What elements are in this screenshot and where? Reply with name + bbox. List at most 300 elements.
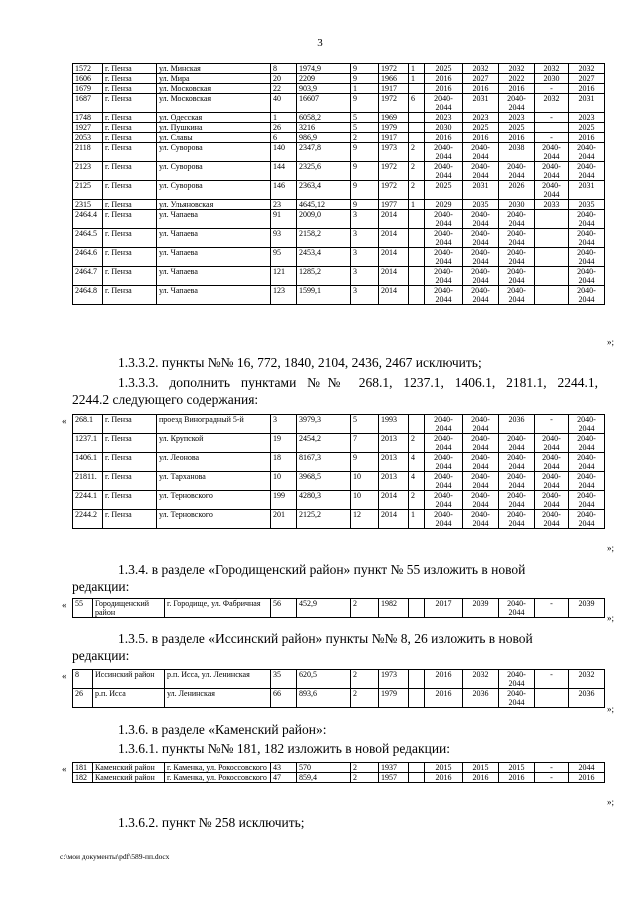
table-row (73, 113, 605, 123)
table-cell: 2016 (463, 133, 499, 143)
table-cell: г. Пенза (103, 133, 157, 143)
table-cell: 570 (297, 763, 351, 773)
table-cell: 3 (271, 415, 297, 434)
table-cell: 2040-2044 (569, 434, 605, 453)
table-cell: 3216 (297, 123, 351, 133)
table-cell: 2032 (463, 670, 499, 689)
table-cell: 2315 (73, 200, 103, 210)
table-cell: 1917 (379, 84, 409, 94)
table-cell: 2244.2 (73, 510, 103, 529)
table-row (73, 123, 605, 133)
table-cell: - (535, 763, 569, 773)
table-cell: Каменский район (93, 763, 165, 773)
open-quote-4: « (62, 671, 67, 681)
table-cell: 2 (351, 599, 379, 618)
table-cell: ул. Минская (157, 64, 271, 74)
table-cell: 2040-2044 (463, 510, 499, 529)
table-cell: ул. Пушкина (157, 123, 271, 133)
table-cell: 93 (271, 229, 297, 248)
table-cell: 2016 (425, 74, 463, 84)
table-cell: 2 (351, 133, 379, 143)
table-cell: 2040-2044 (463, 248, 499, 267)
table-cell: 2016 (569, 133, 605, 143)
table-row (73, 773, 605, 783)
table-cell: 2023 (569, 113, 605, 123)
table-cell: 2040-2044 (463, 210, 499, 229)
table-cell: 2017 (425, 599, 463, 618)
table-cell: 43 (271, 763, 297, 773)
table-cell: 1982 (379, 599, 409, 618)
table-cell: 2040-2044 (463, 453, 499, 472)
table-cell: 2040-2044 (569, 453, 605, 472)
table-cell: г. Пенза (103, 267, 157, 286)
table-cell: 2040-2044 (569, 143, 605, 162)
table-row (73, 181, 605, 200)
table-cell: 2016 (499, 773, 535, 783)
table-cell: 3 (351, 286, 379, 305)
table-cell: г. Пенза (103, 181, 157, 200)
table-cell: 2036 (499, 415, 535, 434)
table-cell: 23 (271, 200, 297, 210)
table-cell: 2040-2044 (463, 415, 499, 434)
table-cell: 1957 (379, 773, 409, 783)
table-cell: 1606 (73, 74, 103, 84)
table-cell: 2040-2044 (499, 689, 535, 708)
table-cell: 2040-2044 (569, 491, 605, 510)
table-cell: 2031 (569, 181, 605, 200)
table-row (73, 248, 605, 267)
paragraph-1-3-3-3-line2: 2244.2 следующего содержания: (72, 392, 259, 407)
table-cell: 2040-2044 (499, 94, 535, 113)
table-cell: г. Пенза (103, 472, 157, 491)
table-row (73, 472, 605, 491)
table-cell: 1599,1 (297, 286, 351, 305)
table-cell: 1993 (379, 415, 409, 434)
table-cell: 1972 (379, 64, 409, 74)
table-cell: 6 (271, 133, 297, 143)
table-cell (409, 286, 425, 305)
table-row (73, 210, 605, 229)
open-quote-2: « (62, 416, 67, 426)
table-cell: г. Пенза (103, 64, 157, 74)
table-cell: 2040-2044 (425, 453, 463, 472)
table-cell: 9 (351, 162, 379, 181)
houses-table-gorodishche (72, 598, 605, 618)
table-cell: 2025 (463, 123, 499, 133)
table-cell: 452,9 (297, 599, 351, 618)
table-cell (535, 210, 569, 229)
table-row (73, 200, 605, 210)
table-cell: 3 (351, 210, 379, 229)
table-cell: 1973 (379, 670, 409, 689)
table-cell: 2118 (73, 143, 103, 162)
table-cell: г. Пенза (103, 123, 157, 133)
table-cell: 2040-2044 (535, 434, 569, 453)
table-cell: 2032 (499, 64, 535, 74)
table-cell: 2015 (425, 763, 463, 773)
table-cell: 121 (271, 267, 297, 286)
table-cell: 1572 (73, 64, 103, 74)
table-cell: 3 (351, 267, 379, 286)
table-cell: ул. Чапаева (157, 267, 271, 286)
table-cell: 1 (409, 510, 425, 529)
table-cell: 1972 (379, 162, 409, 181)
table-cell: 2040-2044 (499, 267, 535, 286)
paragraph-1-3-4-line2: редакции: (72, 579, 130, 594)
table-cell: 47 (271, 773, 297, 783)
table-cell (409, 599, 425, 618)
table-cell: 2032 (535, 94, 569, 113)
paragraph-1-3-3-3-line1: 1.3.3.3. дополнить пунктами №№ 268.1, 1237.1, 1406.1, 2181.1, 2244.1, (118, 375, 598, 390)
table-cell: 2040-2044 (535, 491, 569, 510)
table-cell: 2027 (463, 74, 499, 84)
table-cell: ул. Чапаева (157, 286, 271, 305)
table-cell: 2464.8 (73, 286, 103, 305)
table-cell: 2040-2044 (569, 510, 605, 529)
table-cell: 2 (409, 162, 425, 181)
table-cell: 2464.6 (73, 248, 103, 267)
table-cell: 2040-2044 (499, 510, 535, 529)
table-cell: 2016 (425, 84, 463, 94)
table-cell: 2 (351, 763, 379, 773)
table-cell: 1917 (379, 133, 409, 143)
table-cell: 2 (409, 181, 425, 200)
table-cell: ул. Леонова (157, 453, 271, 472)
table-cell: 2 (351, 670, 379, 689)
table-cell: 1679 (73, 84, 103, 94)
table-cell: 1237.1 (73, 434, 103, 453)
table-cell: 2039 (569, 599, 605, 618)
table-cell: ул. Мира (157, 74, 271, 84)
table-cell: 2123 (73, 162, 103, 181)
table-cell: 12 (351, 510, 379, 529)
table-cell: г. Пенза (103, 229, 157, 248)
table-cell: 2040-2044 (535, 143, 569, 162)
table-cell: 22 (271, 84, 297, 94)
table-cell: 1974,9 (297, 64, 351, 74)
table-cell: 2025 (569, 123, 605, 133)
table-cell: 2016 (569, 84, 605, 94)
table-cell: 2040-2044 (425, 510, 463, 529)
table-cell: 10 (271, 472, 297, 491)
table-cell: 2016 (463, 84, 499, 94)
table-cell: - (535, 133, 569, 143)
table-cell: 2015 (463, 763, 499, 773)
table-cell: ул. Терновского (157, 491, 271, 510)
table-cell (535, 689, 569, 708)
houses-table-additions (72, 414, 605, 529)
table-cell: 620,5 (297, 670, 351, 689)
paragraph-1-3-3-2: 1.3.3.2. пункты №№ 16, 772, 1840, 2104, 2436, 2467 исключить; (118, 355, 482, 370)
table-cell: 2040-2044 (535, 472, 569, 491)
table-cell: 2244.1 (73, 491, 103, 510)
paragraph-1-3-4-line1: 1.3.4. в разделе «Городищенский район» пункт № 55 изложить в новой (118, 562, 526, 577)
table-cell: г. Каменка, ул. Рокоссовского (165, 773, 271, 783)
table-cell: 182 (73, 773, 93, 783)
table-cell: 2014 (379, 229, 409, 248)
table-cell: 8167,3 (297, 453, 351, 472)
paragraph-1-3-6-2: 1.3.6.2. пункт № 258 исключить; (118, 815, 305, 830)
close-quote-5: »; (607, 797, 615, 807)
table-row (73, 74, 605, 84)
open-quote-5: « (62, 764, 67, 774)
table-cell: 1972 (379, 181, 409, 200)
table-cell: г. Пенза (103, 113, 157, 123)
table-cell: 2026 (499, 181, 535, 200)
table-row (73, 453, 605, 472)
table-cell: проезд Виноградный 5-й (157, 415, 271, 434)
table-cell: 1979 (379, 689, 409, 708)
table-cell: 2040-2044 (425, 472, 463, 491)
table-cell: ул. Терновского (157, 510, 271, 529)
table-row (73, 415, 605, 434)
table-cell: ул. Ульяновская (157, 200, 271, 210)
table-cell: 893,6 (297, 689, 351, 708)
table-cell: 2 (409, 143, 425, 162)
table-row (73, 689, 605, 708)
table-row (73, 133, 605, 143)
table-cell: 1406.1 (73, 453, 103, 472)
table-cell (409, 113, 425, 123)
table-cell: 144 (271, 162, 297, 181)
table-cell: 2464.5 (73, 229, 103, 248)
table-cell: 140 (271, 143, 297, 162)
table-cell: ул. Московская (157, 94, 271, 113)
table-cell: 95 (271, 248, 297, 267)
table-cell: г. Пенза (103, 162, 157, 181)
table-cell: 2014 (379, 510, 409, 529)
table-cell: 2015 (499, 763, 535, 773)
table-cell: - (535, 599, 569, 618)
table-row (73, 510, 605, 529)
houses-table-penza (72, 63, 605, 305)
table-cell: 35 (271, 670, 297, 689)
table-cell: 4 (409, 472, 425, 491)
table-row (73, 670, 605, 689)
table-cell: 2125,2 (297, 510, 351, 529)
table-cell: 2031 (463, 181, 499, 200)
table-cell (535, 123, 569, 133)
table-cell: 2454,2 (297, 434, 351, 453)
table-cell: 2014 (379, 248, 409, 267)
table-row (73, 599, 605, 618)
table-row (73, 267, 605, 286)
table-cell: 2025 (425, 64, 463, 74)
table-cell: 2016 (425, 773, 463, 783)
table-cell: 1969 (379, 113, 409, 123)
table-cell: 2 (351, 773, 379, 783)
table-cell: 1748 (73, 113, 103, 123)
table-cell: 1977 (379, 200, 409, 210)
table-cell: 8 (271, 64, 297, 74)
table-cell: 2040-2044 (463, 229, 499, 248)
table-cell: 2016 (425, 689, 463, 708)
table-cell: ул. Суворова (157, 181, 271, 200)
table-cell: 1927 (73, 123, 103, 133)
table-cell: 2036 (569, 689, 605, 708)
table-cell: 9 (351, 453, 379, 472)
table-cell: 986,9 (297, 133, 351, 143)
table-cell (409, 133, 425, 143)
table-cell: - (535, 113, 569, 123)
table-cell: 268.1 (73, 415, 103, 434)
table-cell: 2040-2044 (425, 210, 463, 229)
table-cell: 2040-2044 (425, 94, 463, 113)
table-cell: - (535, 670, 569, 689)
table-row (73, 84, 605, 94)
table-cell: г. Пенза (103, 415, 157, 434)
table-cell (409, 773, 425, 783)
table-cell: 3979,3 (297, 415, 351, 434)
table-cell: г. Пенза (103, 84, 157, 94)
table-cell: 2040-2044 (499, 491, 535, 510)
table-cell: 66 (271, 689, 297, 708)
table-cell: 2040-2044 (463, 434, 499, 453)
close-quote-3: »; (607, 613, 615, 623)
table-cell: 4280,3 (297, 491, 351, 510)
table-cell: г. Городище, ул. Фабричная (165, 599, 271, 618)
table-cell: 1 (409, 64, 425, 74)
table-cell: 2022 (499, 74, 535, 84)
table-cell: 2158,2 (297, 229, 351, 248)
table-cell: 2040-2044 (569, 229, 605, 248)
close-quote-1: »; (607, 337, 615, 347)
table-cell: 1285,2 (297, 267, 351, 286)
table-cell: ул. Суворова (157, 143, 271, 162)
table-cell: 9 (351, 64, 379, 74)
table-cell: 2023 (463, 113, 499, 123)
table-cell: 2031 (569, 94, 605, 113)
table-cell: г. Пенза (103, 434, 157, 453)
table-cell: 2038 (499, 143, 535, 162)
table-cell: ул. Тарханова (157, 472, 271, 491)
houses-table-issa (72, 669, 605, 708)
table-cell: 16607 (297, 94, 351, 113)
table-cell: 2040-2044 (499, 472, 535, 491)
table-cell: 20 (271, 74, 297, 84)
table-cell: 5 (351, 123, 379, 133)
file-path-footer: c:\мои документы\pdf\589-пп.docx (60, 852, 170, 861)
table-cell: ул. Чапаева (157, 210, 271, 229)
table-cell: 2347,8 (297, 143, 351, 162)
table-cell: 2040-2044 (535, 181, 569, 200)
houses-table-kamenka (72, 762, 605, 783)
table-cell: 1973 (379, 143, 409, 162)
table-cell: Городищенский район (93, 599, 165, 618)
table-cell: 2209 (297, 74, 351, 84)
table-cell: 2040-2044 (569, 162, 605, 181)
table-cell: 21811. (73, 472, 103, 491)
table-cell: ул. Ленинская (165, 689, 271, 708)
table-cell: 2040-2044 (499, 229, 535, 248)
table-cell: 2013 (379, 453, 409, 472)
table-cell (409, 670, 425, 689)
table-cell: 2040-2044 (535, 510, 569, 529)
open-quote-3: « (62, 600, 67, 610)
table-cell: - (535, 415, 569, 434)
table-cell: 2040-2044 (499, 162, 535, 181)
table-cell: 2040-2044 (425, 434, 463, 453)
table-cell (409, 248, 425, 267)
table-cell: 2030 (535, 74, 569, 84)
table-cell: 2016 (499, 133, 535, 143)
table-cell: 1 (409, 74, 425, 84)
paragraph-1-3-5-line2: редакции: (72, 648, 130, 663)
table-cell: 2033 (535, 200, 569, 210)
table-cell: ул. Крупской (157, 434, 271, 453)
table-row (73, 491, 605, 510)
table-cell: 181 (73, 763, 93, 773)
table-cell: 3 (351, 248, 379, 267)
table-cell: 6 (409, 94, 425, 113)
table-cell: ул. Московская (157, 84, 271, 94)
table-cell (535, 286, 569, 305)
table-cell: ул. Славы (157, 133, 271, 143)
table-cell: 2016 (499, 84, 535, 94)
table-cell: 1 (271, 113, 297, 123)
table-cell: - (535, 84, 569, 94)
table-cell: 5 (351, 415, 379, 434)
table-cell: - (535, 773, 569, 783)
table-cell: 2040-2044 (425, 286, 463, 305)
table-cell: 146 (271, 181, 297, 200)
table-cell: 2013 (379, 472, 409, 491)
table-cell: 2016 (425, 133, 463, 143)
table-cell: 2014 (379, 210, 409, 229)
table-cell: Иссинский район (93, 670, 165, 689)
table-cell: 2040-2044 (463, 143, 499, 162)
table-cell: г. Пенза (103, 453, 157, 472)
table-cell: 2040-2044 (569, 267, 605, 286)
table-cell: 9 (351, 143, 379, 162)
table-row (73, 434, 605, 453)
table-cell: г. Пенза (103, 143, 157, 162)
table-cell (409, 84, 425, 94)
table-row (73, 286, 605, 305)
table-cell (409, 267, 425, 286)
table-cell: 2040-2044 (569, 415, 605, 434)
table-cell: 2025 (499, 123, 535, 133)
table-cell: 2029 (425, 200, 463, 210)
table-cell: 2040-2044 (499, 210, 535, 229)
table-cell: 40 (271, 94, 297, 113)
table-cell (409, 123, 425, 133)
table-cell: 2040-2044 (499, 670, 535, 689)
table-cell: 2040-2044 (425, 229, 463, 248)
table-cell: 2035 (569, 200, 605, 210)
table-cell: г. Пенза (103, 210, 157, 229)
table-cell: 2040-2044 (569, 472, 605, 491)
table-cell: 2040-2044 (425, 491, 463, 510)
table-cell: 2030 (499, 200, 535, 210)
table-cell: 2325,6 (297, 162, 351, 181)
table-cell: 2040-2044 (569, 248, 605, 267)
table-cell: 2040-2044 (425, 162, 463, 181)
table-cell (535, 229, 569, 248)
table-cell: 2040-2044 (425, 143, 463, 162)
table-cell: 2040-2044 (499, 286, 535, 305)
table-cell (409, 689, 425, 708)
table-cell: 201 (271, 510, 297, 529)
table-cell (409, 210, 425, 229)
table-cell: ул. Суворова (157, 162, 271, 181)
table-cell: 26 (73, 689, 93, 708)
table-cell: 1687 (73, 94, 103, 113)
table-cell: 2025 (425, 181, 463, 200)
table-cell: 6058,2 (297, 113, 351, 123)
table-cell: г. Каменка, ул. Рокоссовского (165, 763, 271, 773)
table-cell: 9 (351, 74, 379, 84)
